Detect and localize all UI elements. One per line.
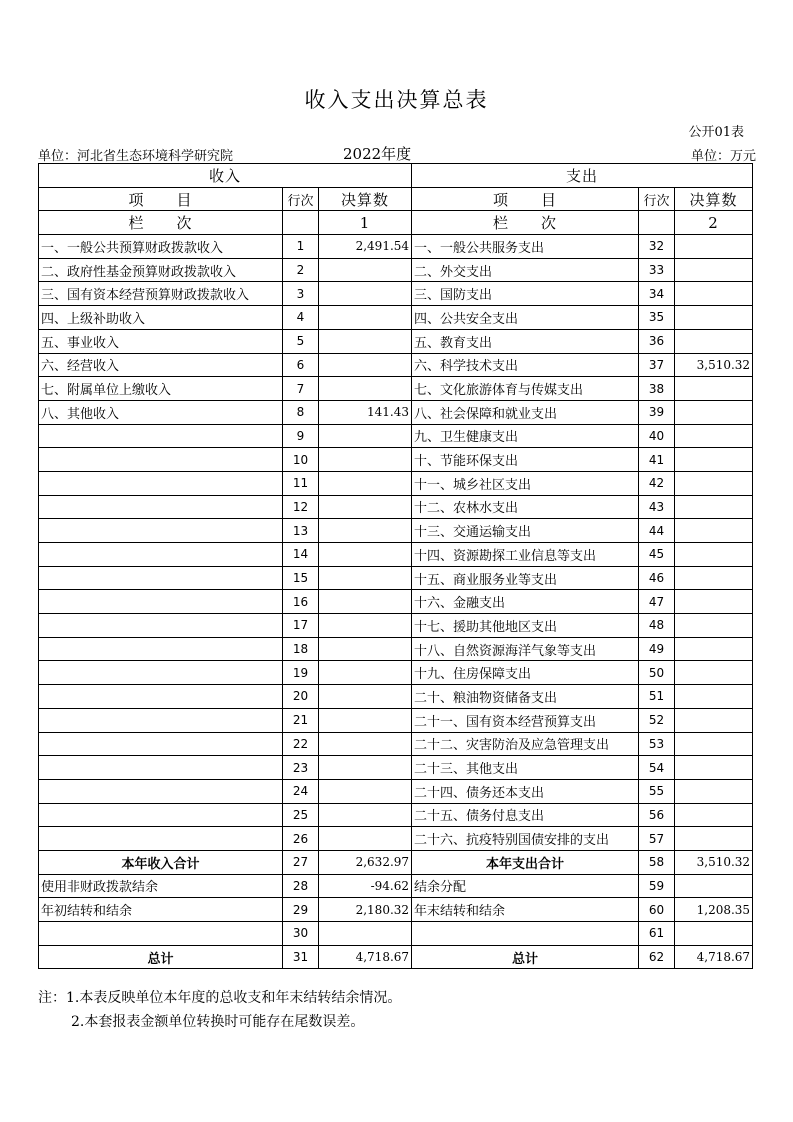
expense-amount xyxy=(675,827,753,851)
income-item-header: 项 目 xyxy=(39,187,283,211)
expense-row-number: 60 xyxy=(639,898,675,922)
income-row-number: 1 xyxy=(283,235,319,259)
footnotes xyxy=(38,986,401,1034)
table-row xyxy=(39,661,753,685)
income-item-label xyxy=(39,519,283,543)
income-row-number: 30 xyxy=(283,922,319,946)
expense-row-number: 47 xyxy=(639,590,675,614)
expense-row-number: 57 xyxy=(639,827,675,851)
table-row xyxy=(39,922,753,946)
expense-amount xyxy=(675,637,753,661)
expense-row-number: 42 xyxy=(639,471,675,495)
income-amount xyxy=(319,803,412,827)
income-row-number: 3 xyxy=(283,282,319,306)
expense-amount xyxy=(675,756,753,780)
income-item-label: 八、其他收入 xyxy=(39,400,283,424)
expense-amount xyxy=(675,614,753,638)
table-row xyxy=(39,566,753,590)
income-item-label: 五、事业收入 xyxy=(39,329,283,353)
expense-amount xyxy=(675,282,753,306)
table-row xyxy=(39,400,753,424)
expense-amount: 3,510.32 xyxy=(675,850,753,874)
expense-item-label: 六、科学技术支出 xyxy=(412,353,639,377)
income-amount xyxy=(319,732,412,756)
income-row-number: 8 xyxy=(283,400,319,424)
expense-item-label: 二十一、国有资本经营预算支出 xyxy=(412,708,639,732)
expense-amount xyxy=(675,400,753,424)
income-item-label xyxy=(39,424,283,448)
expense-row-number: 56 xyxy=(639,803,675,827)
column-header-row xyxy=(39,187,753,211)
income-expense-table xyxy=(38,163,753,969)
income-amount xyxy=(319,614,412,638)
income-row-number: 20 xyxy=(283,685,319,709)
expense-amount xyxy=(675,329,753,353)
expense-row-number: 50 xyxy=(639,661,675,685)
expense-amount: 3,510.32 xyxy=(675,353,753,377)
income-row-number: 13 xyxy=(283,519,319,543)
expense-row-number: 39 xyxy=(639,400,675,424)
income-amount xyxy=(319,353,412,377)
income-item-label xyxy=(39,756,283,780)
expense-amount xyxy=(675,922,753,946)
expense-item-label: 十、节能环保支出 xyxy=(412,448,639,472)
income-item-label xyxy=(39,685,283,709)
income-row-number: 12 xyxy=(283,495,319,519)
expense-column-label: 栏 次 xyxy=(412,211,639,235)
expense-item-label: 年末结转和结余 xyxy=(412,898,639,922)
income-amount xyxy=(319,779,412,803)
expense-row-number: 61 xyxy=(639,922,675,946)
income-row-number: 21 xyxy=(283,708,319,732)
expense-row-number: 59 xyxy=(639,874,675,898)
table-row xyxy=(39,803,753,827)
expense-item-label xyxy=(412,922,639,946)
expense-item-label: 二十、粮油物资储备支出 xyxy=(412,685,639,709)
income-amount xyxy=(319,566,412,590)
expense-amount xyxy=(675,874,753,898)
income-item-label: 三、国有资本经营预算财政拨款收入 xyxy=(39,282,283,306)
table-row xyxy=(39,519,753,543)
expense-row-number: 52 xyxy=(639,708,675,732)
expense-row-number: 41 xyxy=(639,448,675,472)
income-item-label: 二、政府性基金预算财政拨款收入 xyxy=(39,258,283,282)
table-row xyxy=(39,471,753,495)
table-row xyxy=(39,590,753,614)
expense-item-label: 本年支出合计 xyxy=(412,850,639,874)
income-item-label xyxy=(39,566,283,590)
income-item-label xyxy=(39,495,283,519)
table-row xyxy=(39,282,753,306)
income-row-number: 4 xyxy=(283,306,319,330)
table-row xyxy=(39,448,753,472)
income-row-number: 31 xyxy=(283,945,319,969)
expense-amount xyxy=(675,590,753,614)
income-column-label: 栏 次 xyxy=(39,211,283,235)
income-amount xyxy=(319,282,412,306)
reporting-unit: 单位：河北省生态环境科学研究院 xyxy=(38,149,234,164)
expense-row-number: 38 xyxy=(639,377,675,401)
expense-amount xyxy=(675,306,753,330)
expense-item-label: 十三、交通运输支出 xyxy=(412,519,639,543)
income-row-number: 6 xyxy=(283,353,319,377)
income-item-label xyxy=(39,637,283,661)
income-column-index: 1 xyxy=(319,211,412,235)
income-amount xyxy=(319,448,412,472)
expense-row-number: 43 xyxy=(639,495,675,519)
expense-amount xyxy=(675,495,753,519)
income-item-label xyxy=(39,827,283,851)
expense-item-label: 四、公共安全支出 xyxy=(412,306,639,330)
table-row xyxy=(39,756,753,780)
income-item-label xyxy=(39,448,283,472)
table-row xyxy=(39,779,753,803)
income-item-label: 年初结转和结余 xyxy=(39,898,283,922)
income-row-number: 15 xyxy=(283,566,319,590)
annual-total-row xyxy=(39,850,753,874)
income-amount xyxy=(319,708,412,732)
income-amount xyxy=(319,306,412,330)
income-amount xyxy=(319,685,412,709)
expense-item-label: 七、文化旅游体育与传媒支出 xyxy=(412,377,639,401)
expense-item-label: 二十五、债务付息支出 xyxy=(412,803,639,827)
expense-amount xyxy=(675,732,753,756)
expense-item-label: 九、卫生健康支出 xyxy=(412,424,639,448)
income-amount: -94.62 xyxy=(319,874,412,898)
expense-row-number: 36 xyxy=(639,329,675,353)
income-amount xyxy=(319,377,412,401)
income-amount: 2,632.97 xyxy=(319,850,412,874)
income-row-number: 14 xyxy=(283,543,319,567)
income-amount xyxy=(319,329,412,353)
expense-row-number: 62 xyxy=(639,945,675,969)
income-row-number: 26 xyxy=(283,827,319,851)
income-row-number: 10 xyxy=(283,448,319,472)
table-row xyxy=(39,329,753,353)
expense-amount xyxy=(675,448,753,472)
form-number: 公开01表 xyxy=(688,125,744,140)
income-row-number: 5 xyxy=(283,329,319,353)
income-item-label xyxy=(39,471,283,495)
income-row-number: 28 xyxy=(283,874,319,898)
table-row xyxy=(39,235,753,259)
expense-item-label: 二十二、灾害防治及应急管理支出 xyxy=(412,732,639,756)
expense-row-number: 49 xyxy=(639,637,675,661)
income-item-label xyxy=(39,661,283,685)
income-item-label xyxy=(39,732,283,756)
expense-amount xyxy=(675,779,753,803)
expense-amount xyxy=(675,258,753,282)
table-row xyxy=(39,685,753,709)
expense-row-no-header: 行次 xyxy=(639,187,675,211)
expense-row-number: 40 xyxy=(639,424,675,448)
income-row-number: 24 xyxy=(283,779,319,803)
table-row xyxy=(39,258,753,282)
income-amount xyxy=(319,922,412,946)
currency-unit: 单位：万元 xyxy=(690,149,756,164)
table-row xyxy=(39,708,753,732)
section-header-row xyxy=(39,164,753,188)
expense-amount xyxy=(675,803,753,827)
expense-row-number: 46 xyxy=(639,566,675,590)
expense-amount xyxy=(675,471,753,495)
income-item-label xyxy=(39,614,283,638)
expense-column-index-blank xyxy=(639,211,675,235)
page-title: 收入支出决算总表 xyxy=(304,88,489,112)
income-amount: 141.43 xyxy=(319,400,412,424)
report-meta xyxy=(38,144,756,164)
income-row-number: 2 xyxy=(283,258,319,282)
expense-row-number: 58 xyxy=(639,850,675,874)
expense-item-label: 五、教育支出 xyxy=(412,329,639,353)
expense-amount xyxy=(675,543,753,567)
income-amount xyxy=(319,827,412,851)
expense-item-label: 十二、农林水支出 xyxy=(412,495,639,519)
expense-item-label: 十一、城乡社区支出 xyxy=(412,471,639,495)
income-item-label xyxy=(39,708,283,732)
expense-row-number: 45 xyxy=(639,543,675,567)
table-row xyxy=(39,614,753,638)
expense-section-header: 支出 xyxy=(412,164,753,188)
income-item-label: 本年收入合计 xyxy=(39,850,283,874)
income-item-label xyxy=(39,590,283,614)
expense-column-index: 2 xyxy=(675,211,753,235)
income-amount xyxy=(319,637,412,661)
income-item-label: 一、一般公共预算财政拨款收入 xyxy=(39,235,283,259)
expense-item-label: 十四、资源勘探工业信息等支出 xyxy=(412,543,639,567)
table-row xyxy=(39,543,753,567)
income-row-number: 18 xyxy=(283,637,319,661)
income-row-number: 17 xyxy=(283,614,319,638)
expense-item-label: 十五、商业服务业等支出 xyxy=(412,566,639,590)
income-row-number: 29 xyxy=(283,898,319,922)
expense-amount xyxy=(675,424,753,448)
income-item-label xyxy=(39,803,283,827)
income-row-number: 25 xyxy=(283,803,319,827)
expense-amount: 4,718.67 xyxy=(675,945,753,969)
expense-amount xyxy=(675,708,753,732)
expense-row-number: 53 xyxy=(639,732,675,756)
table-row xyxy=(39,732,753,756)
footnote-2: 2.本套报表金额单位转换时可能存在尾数误差。 xyxy=(71,1014,365,1030)
income-amount xyxy=(319,661,412,685)
table-row xyxy=(39,495,753,519)
expense-row-number: 48 xyxy=(639,614,675,638)
income-section-header: 收入 xyxy=(39,164,412,188)
expense-row-number: 34 xyxy=(639,282,675,306)
expense-item-label: 总计 xyxy=(412,945,639,969)
income-item-label xyxy=(39,922,283,946)
expense-amount xyxy=(675,661,753,685)
expense-item-label: 十七、援助其他地区支出 xyxy=(412,614,639,638)
expense-amount xyxy=(675,235,753,259)
income-amount xyxy=(319,519,412,543)
income-row-number: 22 xyxy=(283,732,319,756)
expense-amount xyxy=(675,685,753,709)
footnote-1: 注：1.本表反映单位本年度的总收支和年末结转结余情况。 xyxy=(38,990,402,1006)
expense-amount: 1,208.35 xyxy=(675,898,753,922)
expense-row-number: 51 xyxy=(639,685,675,709)
expense-row-number: 44 xyxy=(639,519,675,543)
report-year: 2022年度 xyxy=(343,145,412,163)
expense-item-label: 十九、住房保障支出 xyxy=(412,661,639,685)
income-item-label xyxy=(39,779,283,803)
expense-item-label: 结余分配 xyxy=(412,874,639,898)
income-row-number: 23 xyxy=(283,756,319,780)
income-row-number: 7 xyxy=(283,377,319,401)
expense-row-number: 54 xyxy=(639,756,675,780)
expense-item-label: 二十四、债务还本支出 xyxy=(412,779,639,803)
income-amount xyxy=(319,424,412,448)
table-row xyxy=(39,306,753,330)
income-item-label: 使用非财政拨款结余 xyxy=(39,874,283,898)
expense-item-label: 一、一般公共服务支出 xyxy=(412,235,639,259)
expense-amount-header: 决算数 xyxy=(675,187,753,211)
income-item-label: 六、经营收入 xyxy=(39,353,283,377)
income-amount xyxy=(319,590,412,614)
expense-item-label: 十八、自然资源海洋气象等支出 xyxy=(412,637,639,661)
income-amount xyxy=(319,543,412,567)
expense-amount xyxy=(675,377,753,401)
expense-row-number: 55 xyxy=(639,779,675,803)
income-amount: 4,718.67 xyxy=(319,945,412,969)
income-amount-header: 决算数 xyxy=(319,187,412,211)
table-row xyxy=(39,424,753,448)
table-row xyxy=(39,377,753,401)
income-amount xyxy=(319,495,412,519)
income-row-number: 9 xyxy=(283,424,319,448)
income-row-number: 11 xyxy=(283,471,319,495)
income-item-label: 总计 xyxy=(39,945,283,969)
table-row xyxy=(39,827,753,851)
expense-item-label: 十六、金融支出 xyxy=(412,590,639,614)
expense-row-number: 32 xyxy=(639,235,675,259)
income-amount xyxy=(319,471,412,495)
income-item-label xyxy=(39,543,283,567)
income-amount xyxy=(319,258,412,282)
income-row-number: 16 xyxy=(283,590,319,614)
income-row-no-header: 行次 xyxy=(283,187,319,211)
income-item-label: 七、附属单位上缴收入 xyxy=(39,377,283,401)
grand-total-row xyxy=(39,945,753,969)
expense-row-number: 37 xyxy=(639,353,675,377)
expense-item-label: 三、国防支出 xyxy=(412,282,639,306)
income-amount: 2,180.32 xyxy=(319,898,412,922)
expense-amount xyxy=(675,519,753,543)
expense-item-label: 二十三、其他支出 xyxy=(412,756,639,780)
income-row-number: 19 xyxy=(283,661,319,685)
table-row xyxy=(39,898,753,922)
income-amount: 2,491.54 xyxy=(319,235,412,259)
expense-item-label: 二、外交支出 xyxy=(412,258,639,282)
income-item-label: 四、上级补助收入 xyxy=(39,306,283,330)
expense-item-label: 八、社会保障和就业支出 xyxy=(412,400,639,424)
income-amount xyxy=(319,756,412,780)
expense-item-label: 二十六、抗疫特别国债安排的支出 xyxy=(412,827,639,851)
expense-row-number: 33 xyxy=(639,258,675,282)
expense-row-number: 35 xyxy=(639,306,675,330)
table-row xyxy=(39,637,753,661)
table-row xyxy=(39,874,753,898)
expense-item-header: 项 目 xyxy=(412,187,639,211)
table-row xyxy=(39,353,753,377)
income-row-number: 27 xyxy=(283,850,319,874)
expense-amount xyxy=(675,566,753,590)
income-column-index-blank xyxy=(283,211,319,235)
column-index-row xyxy=(39,211,753,235)
